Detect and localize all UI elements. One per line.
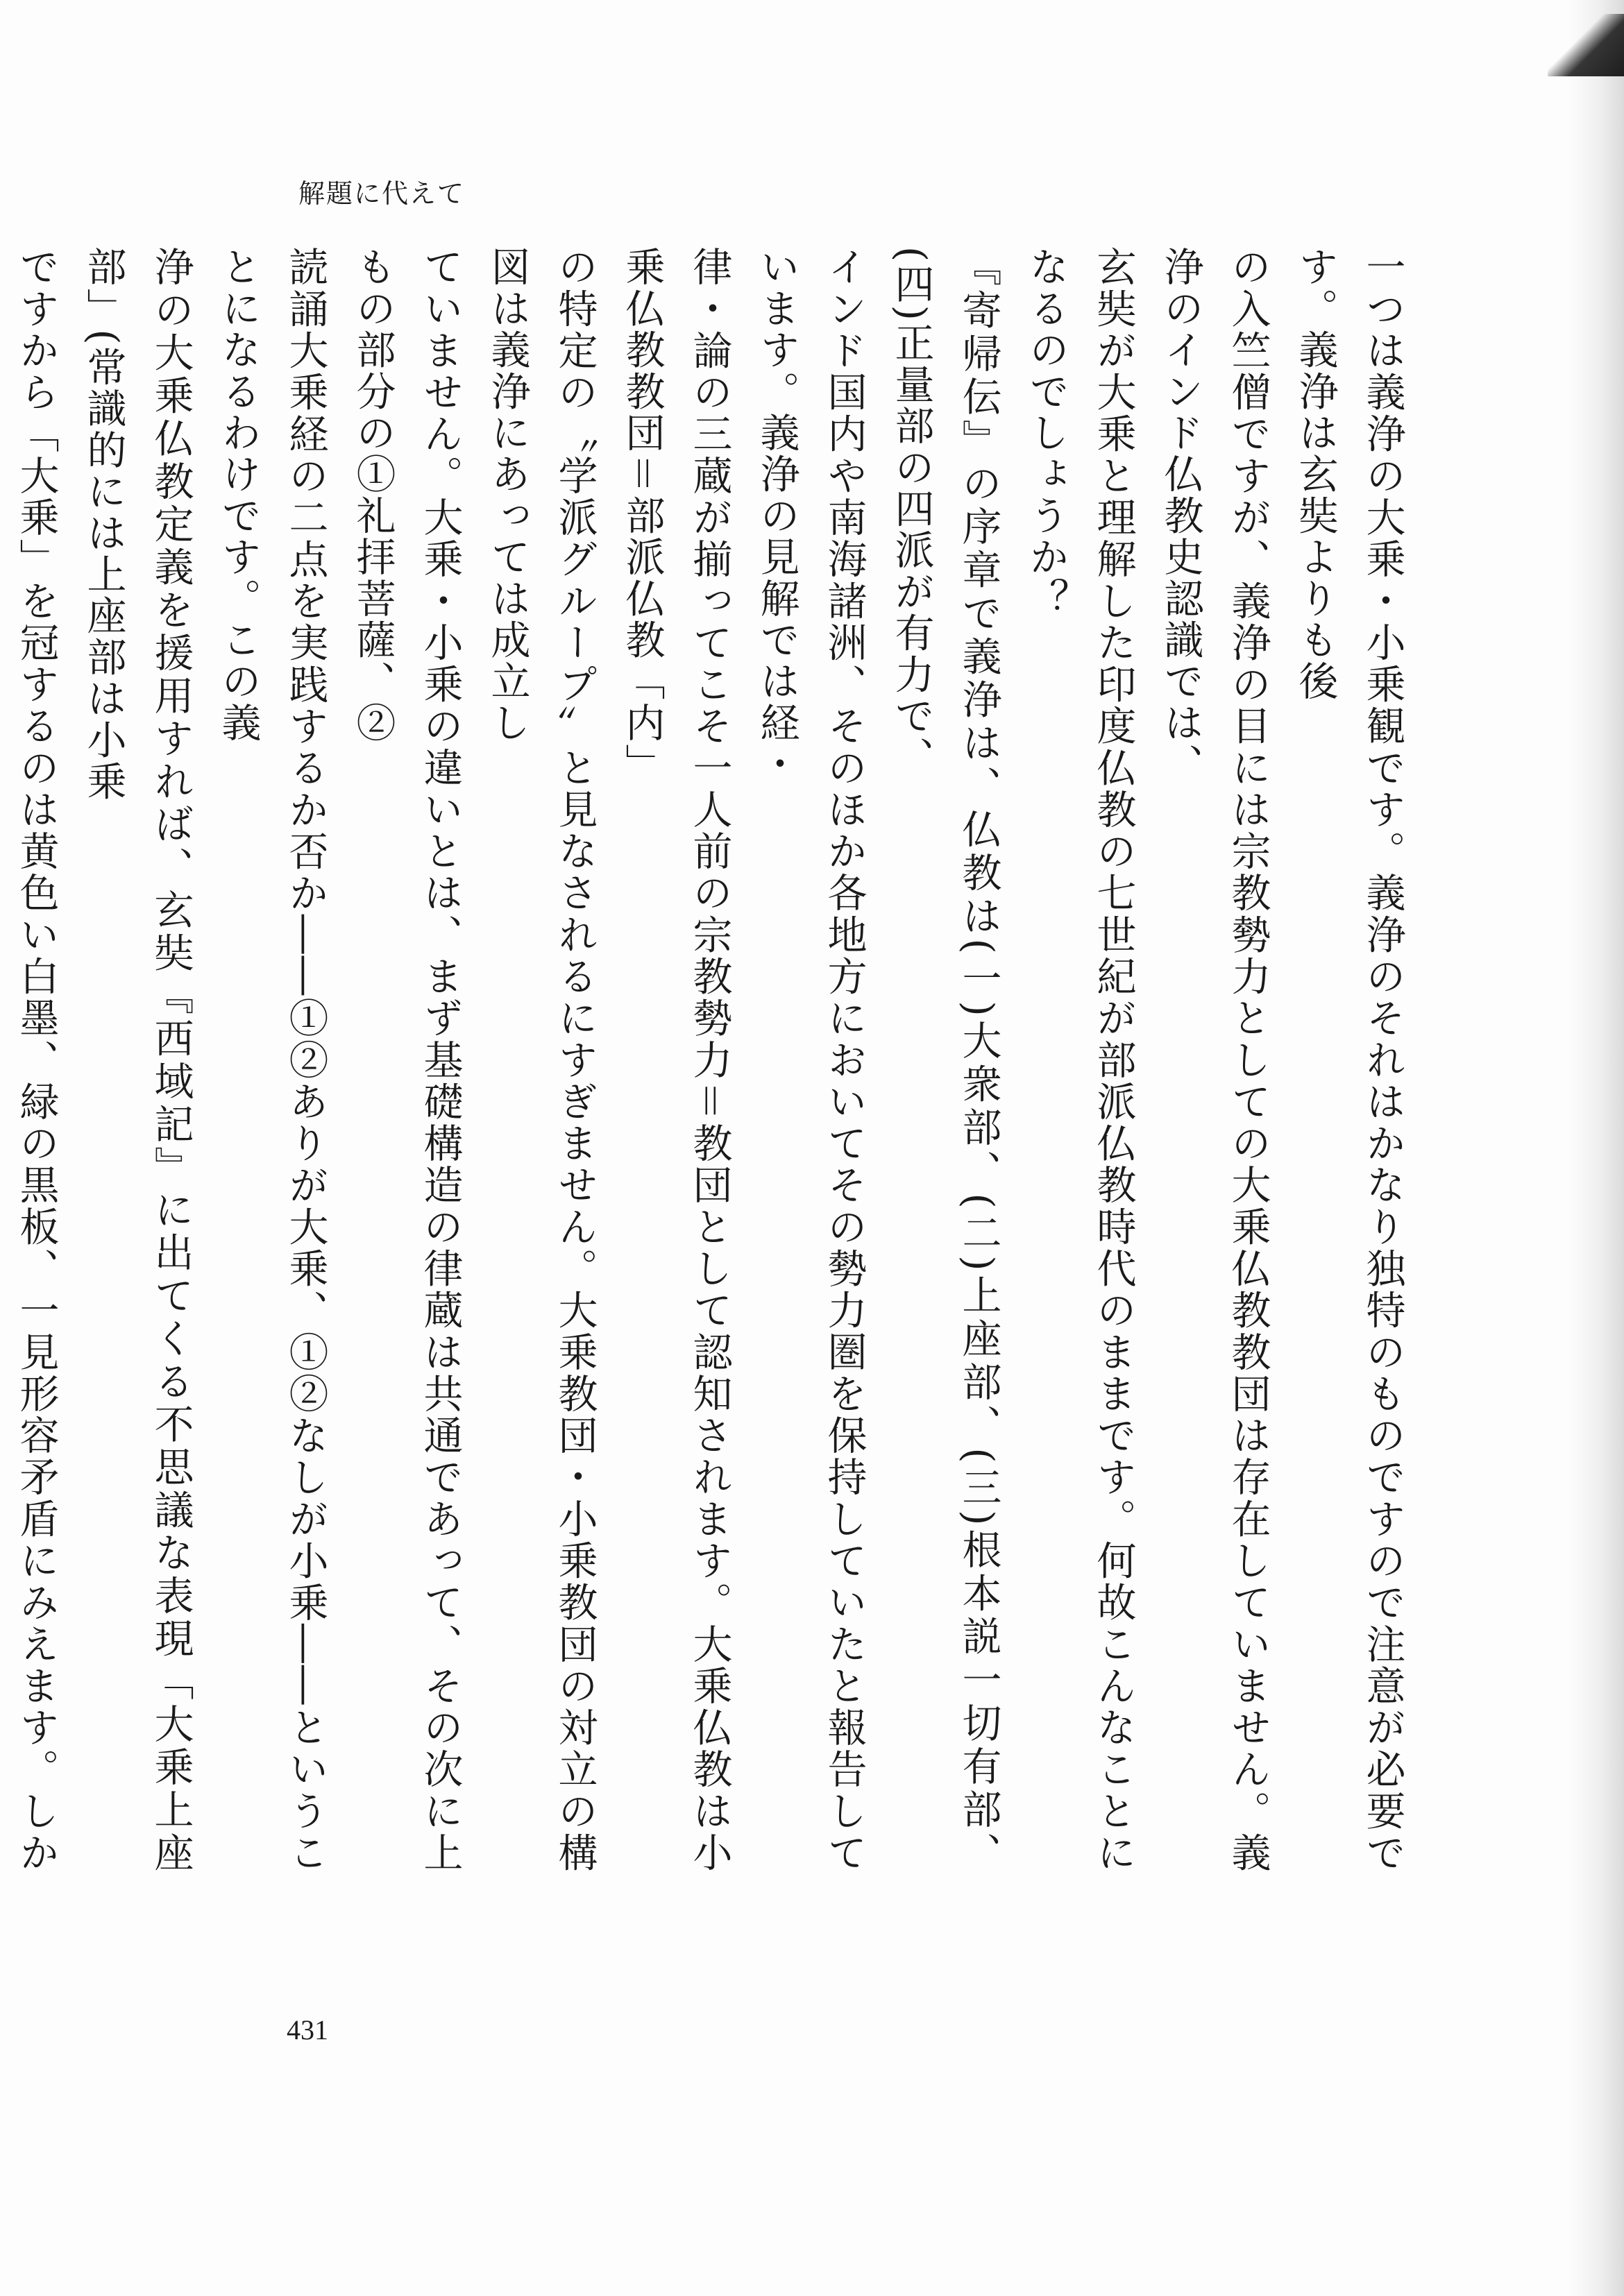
text-column: 読誦大乗経の二点を実践するか否か――①②ありが大乗、①②なしが小乗――ということになるわけです。この義 [215,246,328,1873]
text-column: 一つは義浄の大乗・小乗観です。義浄のそれはかなり独特のものですので注意が必要です。義浄は玄奘よりも後 [1292,246,1405,1873]
body-text [13,246,1416,1873]
text-column: の入竺僧ですが、義浄の目には宗教勢力としての大乗仏教教団は存在していません。義浄のインド仏教史認識では、 [1158,246,1271,1873]
text-column: 『寄帰伝』の序章で義浄は、仏教は(一)大衆部、(二)上座部、(三)根本説一切有部、(四)正量部の四派が有力で、 [888,246,1001,1873]
scan-corner-mark [1548,14,1624,76]
text-column: インド国内や南海諸洲、そのほか各地方においてその勢力圏を保持していたと報告しています。義浄の見解では経・ [754,246,867,1873]
text-column: の特定の〝学派グループ〟と見なされるにすぎません。大乗教団・小乗教団の対立の構図は義浄にあっては成立し [484,246,598,1873]
text-column: 律・論の三蔵が揃ってこそ一人前の宗教勢力＝教団として認知されます。大乗仏教は小乗仏教教団＝部派仏教「内」 [619,246,732,1873]
scan-edge-shadow [1568,0,1624,2296]
text-column: 浄の大乗仏教定義を援用すれば、玄奘『西域記』に出てくる不思議な表現「大乗上座部」(常識的には上座部は小乗 [81,246,194,1873]
text-column: ですから「大乗」を冠するのは黄色い白墨、緑の黒板、一見形容矛盾にみえます。しか [13,246,59,1873]
text-column: ていません。大乗・小乗の違いとは、まず基礎構造の律蔵は共通であって、その次に上もの部分の①礼拝菩薩、② [350,246,463,1873]
page-number: 431 [287,2014,328,2046]
text-column: 玄奘が大乗と理解した印度仏教の七世紀が部派仏教時代のままです。何故こんなことになるのでしょうか？ [1023,246,1136,1873]
running-head: 解題に代えて [298,178,466,209]
